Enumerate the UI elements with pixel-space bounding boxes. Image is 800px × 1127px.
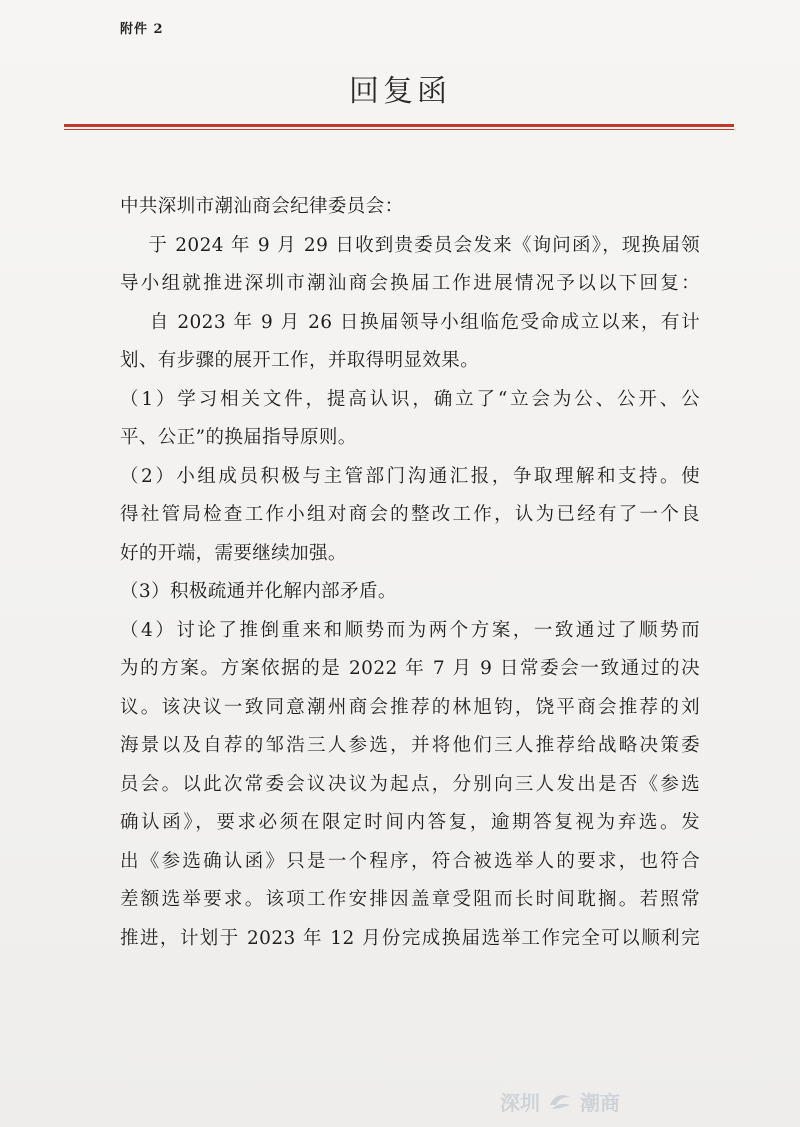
letter-line: （2）小组成员积极与主管部门沟通汇报，争取理解和支持。使 [120,465,700,487]
letter-line: 中共深圳市潮汕商会纪律委员会： [120,196,404,217]
document-title: 回复函 [349,74,451,109]
letter-line: 确认函》，要求必须在限定时间内答复，逾期答复视为弃选。发 [120,812,700,833]
watermark-text-right: 潮商 [580,1090,620,1115]
letter-line: 划、有步骤的展开工作，并取得明显效果。 [120,350,480,371]
watermark [500,1086,620,1116]
attachment-label: 附件 2 [120,22,164,37]
letter-line: （4）讨论了推倒重来和顺势而为两个方案，一致通过了顺势而 [120,619,700,641]
letter-line: 海景以及自荐的邹浩三人参选，并将他们三人推荐给战略决策委 [120,735,700,756]
letter-line: （3）积极疏通并化解内部矛盾。 [120,581,397,602]
title-divider [64,124,734,130]
letter-line: 于 2024 年 9 月 29 日收到贵委员会发来《询问函》，现换届领 [120,234,700,256]
letter-line: 好的开端，需要继续加强。 [120,542,347,564]
letter-body [120,188,700,958]
letter-line: 自 2023 年 9 月 26 日换届领导小组临危受命成立以来，有计 [120,311,700,333]
letter-line: 为的方案。方案依据的是 2022 年 7 月 9 日常委会一致通过的决 [120,658,700,679]
divider-thin-line [64,129,734,130]
letter-line: 员会。以此次常委会议决议为起点，分别向三人发出是否《参选 [120,773,700,795]
letter-line: 议。该决议一致同意潮州商会推荐的林旭钧，饶平商会推荐的刘 [120,696,700,718]
letter-line: 得社管局检查工作小组对商会的整改工作，认为已经有了一个良 [120,504,700,525]
letter-line: 出《参选确认函》只是一个程序，符合被选举人的要求，也符合 [120,850,700,872]
letter-line: 导小组就推进深圳市潮汕商会换届工作进展情况予以以下回复： [120,273,700,294]
wave-logo-icon [546,1089,574,1113]
watermark-text-left: 深圳 [500,1090,540,1115]
letter-line: 推进，计划于 2023 年 12 月份完成换届选举工作完全可以顺利完 [120,927,700,949]
letter-line: 差额选举要求。该项工作安排因盖章受阻而长时间耽搁。若照常 [120,889,700,910]
letter-line: 平、公正”的换届指导原则。 [120,427,357,448]
letter-line: （1）学习相关文件，提高认识，确立了“立会为公、公开、公 [120,388,700,410]
divider-thick-line [64,124,734,127]
